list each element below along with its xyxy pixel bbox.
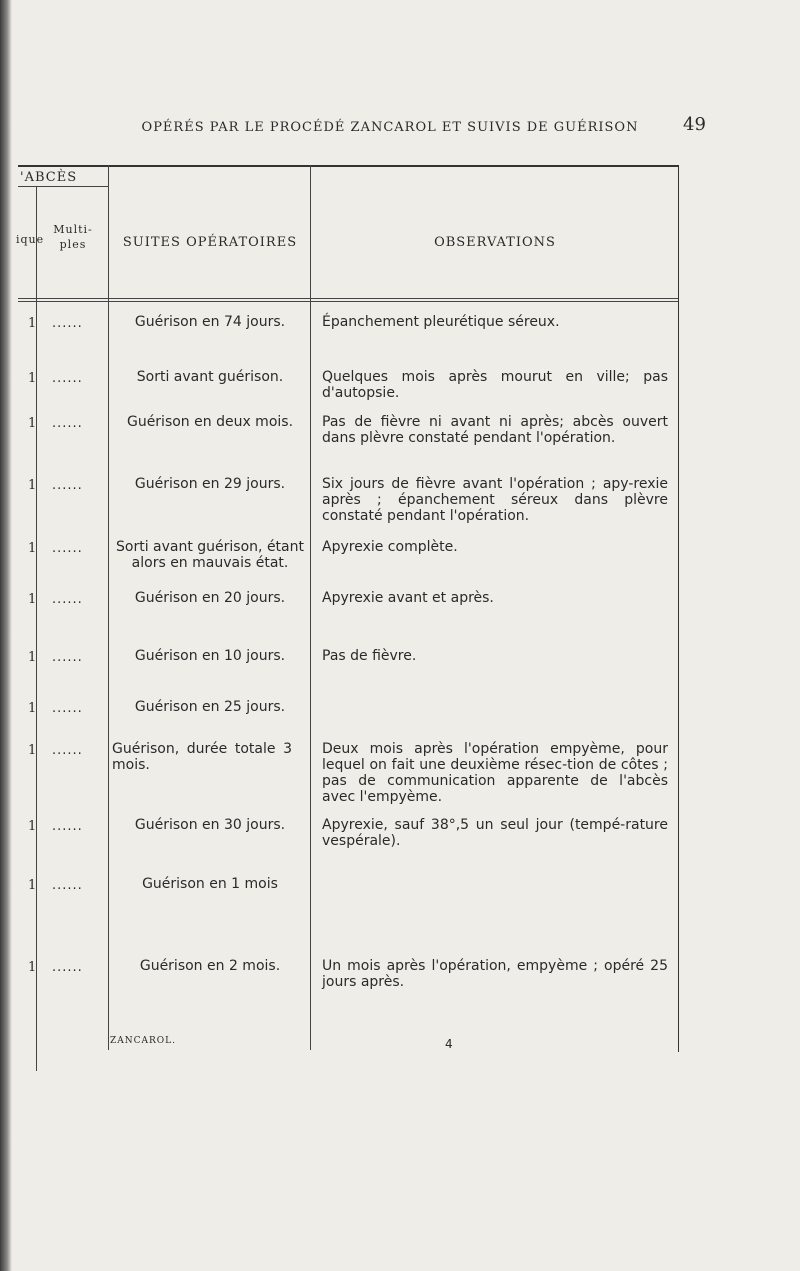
row-suite: Guérison en 29 jours.	[134, 476, 286, 492]
row-count: 1	[28, 478, 37, 493]
row-observation: Épanchement pleurétique séreux.	[322, 314, 560, 330]
header-subrule	[18, 186, 108, 187]
book-binding-shadow	[0, 0, 12, 1271]
row-suite: Guérison en 1 mois	[142, 876, 278, 892]
row-leader-dots: ......	[52, 478, 83, 493]
row-observation: Six jours de fièvre avant l'opération ; apy-rexie après ; épanchement séreux dans plèvre constaté pendant l'opération.	[322, 476, 668, 524]
row-count: 1	[28, 960, 37, 975]
row-leader-dots: ......	[52, 819, 83, 834]
header-multiples-line1: Multi-	[53, 223, 93, 236]
row-leader-dots: ......	[52, 743, 83, 758]
row-leader-dots: ......	[52, 592, 83, 607]
row-leader-dots: ......	[52, 878, 83, 893]
row-suite: Sorti avant guérison.	[136, 369, 284, 385]
row-leader-dots: ......	[52, 416, 83, 431]
header-suites: SUITES OPÉRATOIRES	[122, 235, 298, 250]
row-leader-dots: ......	[52, 701, 83, 716]
row-leader-dots: ......	[52, 371, 83, 386]
row-suite: Guérison, durée totale 3 mois.	[112, 741, 292, 773]
row-leader-dots: ......	[52, 650, 83, 665]
running-head: OPÉRÉS PAR LE PROCÉDÉ ZANCAROL ET SUIVIS DE GUÉRISON	[141, 120, 639, 135]
header-multiples	[38, 222, 108, 252]
row-observation: Apyrexie complète.	[322, 539, 458, 555]
row-observation: Pas de fièvre.	[322, 648, 417, 664]
row-count: 1	[28, 878, 37, 893]
header-abces: 'ABCÈS	[20, 170, 78, 185]
row-observation: Un mois après l'opération, empyème ; opéré 25 jours après.	[322, 958, 668, 990]
row-count: 1	[28, 541, 37, 556]
header-unique: ique	[16, 233, 45, 246]
row-count: 1	[28, 650, 37, 665]
row-count: 1	[28, 592, 37, 607]
row-suite: Guérison en 10 jours.	[134, 648, 286, 664]
row-observation: Deux mois après l'opération empyème, pour lequel on fait une deuxième résec-tion de côtes ; pas de communication apparente de l'abcès avec l'empyème.	[322, 741, 668, 805]
row-suite: Guérison en 25 jours.	[134, 699, 286, 715]
row-suite: Guérison en 20 jours.	[134, 590, 286, 606]
row-observation: Apyrexie avant et après.	[322, 590, 494, 606]
row-suite: Guérison en 2 mois.	[139, 958, 281, 974]
row-suite: Guérison en 74 jours.	[134, 314, 286, 330]
row-count: 1	[28, 701, 37, 716]
row-suite: Guérison en deux mois.	[126, 414, 294, 430]
page-number: 49	[683, 114, 706, 135]
row-count: 1	[28, 416, 37, 431]
row-observation: Apyrexie, sauf 38°,5 un seul jour (tempé-rature vespérale).	[322, 817, 668, 849]
footer-sheet-number: 4	[445, 1037, 453, 1051]
header-observations: OBSERVATIONS	[434, 235, 556, 250]
row-count: 1	[28, 743, 37, 758]
header-bottom-rule	[18, 298, 678, 299]
row-observation: Pas de fièvre ni avant ni après; abcès ouvert dans plèvre constaté pendant l'opération.	[322, 414, 668, 446]
row-leader-dots: ......	[52, 960, 83, 975]
row-count: 1	[28, 371, 37, 386]
row-observation: Quelques mois après mourut en ville; pas d'autopsie.	[322, 369, 668, 401]
row-suite: Guérison en 30 jours.	[134, 817, 286, 833]
row-leader-dots: ......	[52, 541, 83, 556]
row-count: 1	[28, 316, 37, 331]
header-bottom-rule-double	[18, 301, 678, 302]
row-count: 1	[28, 819, 37, 834]
header-multiples-line2: ples	[59, 238, 87, 251]
footer-signature: ZANCAROL.	[110, 1036, 177, 1046]
row-suite: Sorti avant guérison, étant alors en mauvais état.	[116, 539, 304, 571]
row-leader-dots: ......	[52, 316, 83, 331]
